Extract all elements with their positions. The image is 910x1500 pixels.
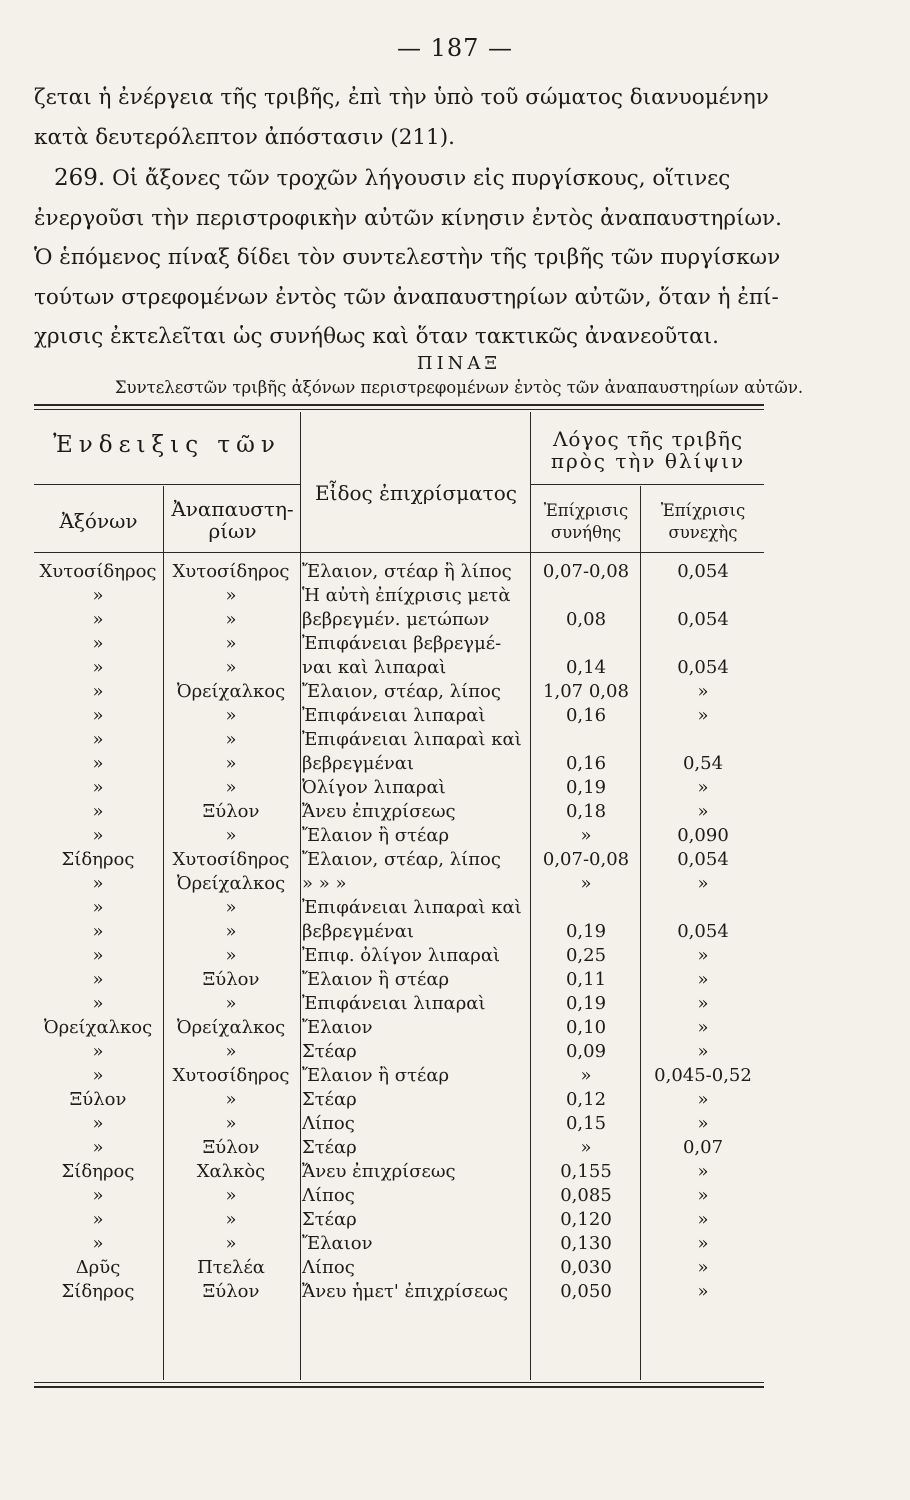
cell-bearing: Ξύλον [202, 1281, 260, 1302]
table-row [34, 896, 764, 920]
cell-axle: » [92, 1137, 104, 1158]
cell-usual: 0,120 [560, 1209, 612, 1230]
cell-usual: 0,12 [565, 1089, 607, 1110]
cell-axle: Δρῦς [75, 1257, 121, 1278]
cell-axle: » [92, 993, 104, 1014]
cell-bearing: » [225, 1089, 237, 1110]
header-axles: Ἀξόνων [59, 509, 138, 533]
cell-lubricant: Στέαρ [302, 1137, 357, 1158]
cell-axle: » [92, 897, 104, 918]
cell-bearing: Ὀρείχαλκος [176, 873, 286, 894]
cell-axle: » [92, 705, 104, 726]
table-row [34, 584, 764, 608]
header-continuous-line1: Ἐπίχρισις [660, 501, 746, 520]
cell-bearing: Πτελέα [197, 1257, 265, 1278]
cell-continuous: » [697, 993, 709, 1014]
cell-axle: » [92, 1233, 104, 1254]
cell-lubricant: Ἔλαιον [302, 1233, 373, 1254]
cell-continuous: » [697, 1161, 709, 1182]
cell-bearing: » [225, 921, 237, 942]
table-row [34, 560, 764, 584]
cell-bearing: Χαλκὸς [196, 1161, 266, 1182]
cell-lubricant: Ὀλίγον λιπαραὶ [302, 777, 446, 798]
cell-continuous: 0,054 [677, 921, 729, 942]
cell-axle: » [92, 729, 104, 750]
cell-axle: » [92, 1209, 104, 1230]
table-row [34, 1256, 764, 1280]
text-line: χρισις ἐκτελεῖται ὡς συνήθως καὶ ὅταν τακτικῶς ἀνανεοῦται. [34, 324, 719, 349]
cell-bearing: Ὀρείχαλκος [176, 1017, 286, 1038]
cell-usual: » [580, 873, 592, 894]
cell-axle: » [92, 801, 104, 822]
cell-bearing: » [225, 993, 237, 1014]
cell-continuous: » [697, 1233, 709, 1254]
cell-axle: » [92, 681, 104, 702]
cell-continuous: 0,054 [677, 609, 729, 630]
cell-continuous: » [697, 1281, 709, 1302]
table-row [34, 1208, 764, 1232]
cell-lubricant: Ἐπιφάνειαι βεβρεγμέ- [302, 633, 502, 654]
header-ratio-line2: πρὸς τὴν θλίψιν [550, 449, 746, 473]
cell-lubricant: Ἐπιφάνειαι λιπαραὶ [302, 993, 486, 1014]
table-row [34, 1184, 764, 1208]
cell-usual: 0,15 [565, 1113, 607, 1134]
cell-bearing: » [225, 825, 237, 846]
cell-axle: » [92, 873, 104, 894]
table-row [34, 968, 764, 992]
cell-lubricant: Ἡ αὐτὴ ἐπίχρισις μετὰ [302, 585, 511, 606]
cell-bearing: Ξύλον [202, 801, 260, 822]
cell-bearing: » [225, 1233, 237, 1254]
table-caption: Συντελεστῶν τριβῆς ἀξόνων περιστρεφομένων ἐντὸς τῶν ἀναπαυστηρίων αὐτῶν. [114, 378, 804, 397]
cell-axle: » [92, 945, 104, 966]
header-continuous-line2: συνεχὴς [668, 523, 738, 542]
cell-bearing: Ξύλον [202, 1137, 260, 1158]
cell-continuous: » [697, 705, 709, 726]
cell-bearing: Ξύλον [202, 969, 260, 990]
cell-lubricant: » » » [302, 873, 347, 894]
header-ratio [532, 428, 764, 472]
cell-usual: » [580, 825, 592, 846]
cell-continuous: » [697, 1209, 709, 1230]
cell-lubricant: ναι καὶ λιπαραὶ [302, 657, 447, 678]
page-number: — 187 — [396, 34, 514, 62]
table-row [34, 1040, 764, 1064]
cell-continuous: » [697, 801, 709, 822]
table-row [34, 920, 764, 944]
cell-usual: » [580, 1137, 592, 1158]
cell-usual: 0,10 [565, 1017, 607, 1038]
header-indication: Ἐνδειξις τῶν [53, 432, 281, 458]
cell-axle: Ὀρείχαλκος [43, 1017, 153, 1038]
cell-usual: 0,030 [560, 1257, 612, 1278]
cell-continuous: » [697, 1185, 709, 1206]
cell-continuous: » [697, 1017, 709, 1038]
text-line: ἐνεργοῦσι τὴν περιστροφικὴν αὐτῶν κίνησιν ἐντὸς ἀναπαυστηρίων. [34, 205, 782, 231]
cell-lubricant: Στέαρ [302, 1209, 357, 1230]
cell-continuous: » [697, 1257, 709, 1278]
paragraph-continued [34, 78, 884, 157]
cell-usual: 0,19 [565, 777, 607, 798]
cell-lubricant: Ἄνευ ἡμετ' ἐπιχρίσεως [302, 1281, 509, 1302]
table-row [34, 1232, 764, 1256]
table-row [34, 800, 764, 824]
cell-continuous: 0,054 [677, 849, 729, 870]
header-bearings [165, 498, 300, 542]
cell-continuous: » [697, 969, 709, 990]
paragraph-269 [34, 159, 884, 357]
cell-bearing: » [225, 585, 237, 606]
table-row [34, 824, 764, 848]
cell-continuous: » [697, 1041, 709, 1062]
body-text [34, 78, 884, 357]
table-row [34, 608, 764, 632]
cell-lubricant: βεβρεγμέναι [302, 753, 414, 774]
cell-bearing: » [225, 609, 237, 630]
cell-bearing: » [225, 945, 237, 966]
header-continuous [642, 500, 764, 544]
text-line: Ὁ ἑπόμενος πίναξ δίδει τὸν συντελεστὴν τῆς τριβῆς τῶν πυργίσκων [34, 245, 781, 270]
cell-continuous: 0,090 [677, 825, 729, 846]
cell-usual: 0,07-0,08 [542, 561, 630, 582]
cell-lubricant: Ἔλαιον, στέαρ ἢ λίπος [302, 561, 512, 582]
table-row [34, 1064, 764, 1088]
cell-lubricant: Ἔλαιον [302, 1017, 373, 1038]
cell-bearing: » [225, 1209, 237, 1230]
cell-axle: Χυτοσίδηρος [39, 561, 157, 582]
table-row [34, 656, 764, 680]
cell-lubricant: Ἐπιφάνειαι λιπαραὶ [302, 705, 486, 726]
header-bearings-line2: ρίων [208, 519, 257, 543]
header-bearings-line1: Ἀναπαυστη- [171, 497, 294, 521]
cell-continuous: » [697, 777, 709, 798]
cell-bearing: Χυτοσίδηρος [172, 849, 290, 870]
table-row [34, 728, 764, 752]
cell-axle: » [92, 753, 104, 774]
cell-bearing: » [225, 777, 237, 798]
cell-axle: » [92, 825, 104, 846]
cell-usual: 0,050 [560, 1281, 612, 1302]
cell-usual: 1,07 0,08 [543, 681, 629, 702]
text-line: Οἱ ἄξονες τῶν τροχῶν λήγουσιν εἰς πυργίσκους, οἵτινες [112, 166, 731, 191]
text-line: τούτων στρεφομένων ἐντὸς τῶν ἀναπαυστηρίων αὐτῶν, ὅταν ἡ ἐπί- [34, 284, 779, 310]
paragraph-number: 269. [54, 165, 106, 191]
cell-bearing: » [225, 1185, 237, 1206]
table-caption-block [34, 352, 884, 400]
cell-continuous: » [697, 1113, 709, 1134]
cell-axle: Σίδηρος [61, 1161, 135, 1182]
table-row [34, 1016, 764, 1040]
cell-continuous: 0,045-0,52 [654, 1065, 752, 1086]
cell-bearing: » [225, 705, 237, 726]
cell-axle: » [92, 585, 104, 606]
table-row [34, 776, 764, 800]
cell-usual: 0,155 [560, 1161, 612, 1182]
cell-usual: 0,19 [565, 993, 607, 1014]
cell-lubricant: Ἔλαιον ἢ στέαρ [302, 825, 450, 846]
cell-lubricant: βεβρεγμέναι [302, 921, 414, 942]
cell-bearing: » [225, 753, 237, 774]
cell-lubricant: Στέαρ [302, 1089, 357, 1110]
cell-lubricant: Ἔλαιον, στέαρ, λίπος [302, 681, 501, 702]
cell-continuous: 0,54 [682, 753, 724, 774]
cell-axle: Σίδηρος [61, 849, 135, 870]
table-row [34, 1112, 764, 1136]
friction-table [34, 404, 764, 1388]
table-row [34, 1160, 764, 1184]
cell-usual: » [580, 1065, 592, 1086]
cell-bearing: Ὀρείχαλκος [176, 681, 286, 702]
cell-axle: » [92, 1185, 104, 1206]
cell-usual: 0,07-0,08 [542, 849, 630, 870]
cell-continuous: » [697, 1089, 709, 1110]
table-row [34, 944, 764, 968]
text-line: ζεται ἡ ἐνέργεια τῆς τριβῆς, ἐπὶ τὴν ὑπὸ τοῦ σώματος διανυομένην [34, 85, 769, 110]
cell-usual: 0,14 [565, 657, 607, 678]
table-row [34, 704, 764, 728]
table-row [34, 872, 764, 896]
header-rule [530, 484, 764, 485]
cell-usual: 0,25 [565, 945, 607, 966]
cell-continuous: 0,054 [677, 561, 729, 582]
cell-axle: » [92, 921, 104, 942]
cell-lubricant: Ἐπιφάνειαι λιπαραὶ καὶ [302, 729, 522, 750]
cell-usual: 0,16 [565, 705, 607, 726]
header-usual [532, 500, 640, 544]
header-rule [34, 484, 300, 485]
cell-usual: 0,130 [560, 1233, 612, 1254]
header-usual-line2: συνήθης [550, 523, 622, 542]
cell-lubricant: Λίπος [302, 1185, 355, 1206]
cell-bearing: » [225, 1041, 237, 1062]
cell-axle: » [92, 777, 104, 798]
cell-axle: » [92, 1041, 104, 1062]
cell-axle: » [92, 609, 104, 630]
table-title: ΠΙΝΑΞ [416, 353, 502, 374]
header-ratio-line1: Λόγος τῆς τριβῆς [552, 427, 744, 451]
header-usual-line1: Ἐπίχρισις [543, 501, 629, 520]
cell-lubricant: Λίπος [302, 1257, 355, 1278]
cell-axle: » [92, 657, 104, 678]
cell-lubricant: Ἄνευ ἐπιχρίσεως [302, 801, 456, 822]
header-bottom-rule [34, 552, 764, 553]
cell-lubricant: Ἐπιφάνειαι λιπαραὶ καὶ [302, 897, 522, 918]
cell-usual: 0,19 [565, 921, 607, 942]
cell-bearing: » [225, 897, 237, 918]
table-row [34, 1088, 764, 1112]
cell-continuous: » [697, 945, 709, 966]
table-row [34, 848, 764, 872]
table-row [34, 1280, 764, 1304]
cell-lubricant: βεβρεγμέν. μετώπων [302, 609, 490, 630]
table-row [34, 680, 764, 704]
cell-usual: 0,09 [565, 1041, 607, 1062]
cell-axle: » [92, 1065, 104, 1086]
cell-axle: » [92, 1113, 104, 1134]
table-row [34, 1136, 764, 1160]
table-row [34, 632, 764, 656]
cell-lubricant: Στέαρ [302, 1041, 357, 1062]
cell-lubricant: Ἔλαιον, στέαρ, λίπος [302, 849, 501, 870]
cell-lubricant: Λίπος [302, 1113, 355, 1134]
cell-lubricant: Ἄνευ ἐπιχρίσεως [302, 1161, 456, 1182]
text-line: κατὰ δευτερόλεπτον ἀπόστασιν (211). [34, 124, 455, 150]
cell-bearing: » [225, 729, 237, 750]
cell-continuous: 0,07 [682, 1137, 724, 1158]
cell-usual: 0,08 [565, 609, 607, 630]
cell-lubricant: Ἔλαιον ἢ στέαρ [302, 1065, 450, 1086]
cell-bearing: » [225, 657, 237, 678]
cell-usual: 0,11 [565, 969, 607, 990]
cell-usual: 0,16 [565, 753, 607, 774]
cell-bearing: » [225, 1113, 237, 1134]
cell-lubricant: Ἔλαιον ἢ στέαρ [302, 969, 450, 990]
header-lubricant: Εἶδος ἐπιχρίσματος [315, 481, 517, 505]
cell-bearing: Χυτοσίδηρος [172, 1065, 290, 1086]
table-row [34, 752, 764, 776]
table-row [34, 992, 764, 1016]
cell-usual: 0,085 [560, 1185, 612, 1206]
cell-continuous: » [697, 681, 709, 702]
cell-axle: Σίδηρος [61, 1281, 135, 1302]
cell-axle: » [92, 969, 104, 990]
cell-lubricant: Ἐπιφ. ὀλίγον λιπαραὶ [302, 945, 501, 966]
cell-continuous: 0,054 [677, 657, 729, 678]
cell-axle: Ξύλον [69, 1089, 127, 1110]
cell-continuous: » [697, 873, 709, 894]
cell-bearing: Χυτοσίδηρος [172, 561, 290, 582]
table-body [34, 560, 764, 1304]
cell-usual: 0,18 [565, 801, 607, 822]
cell-bearing: » [225, 633, 237, 654]
cell-axle: » [92, 633, 104, 654]
